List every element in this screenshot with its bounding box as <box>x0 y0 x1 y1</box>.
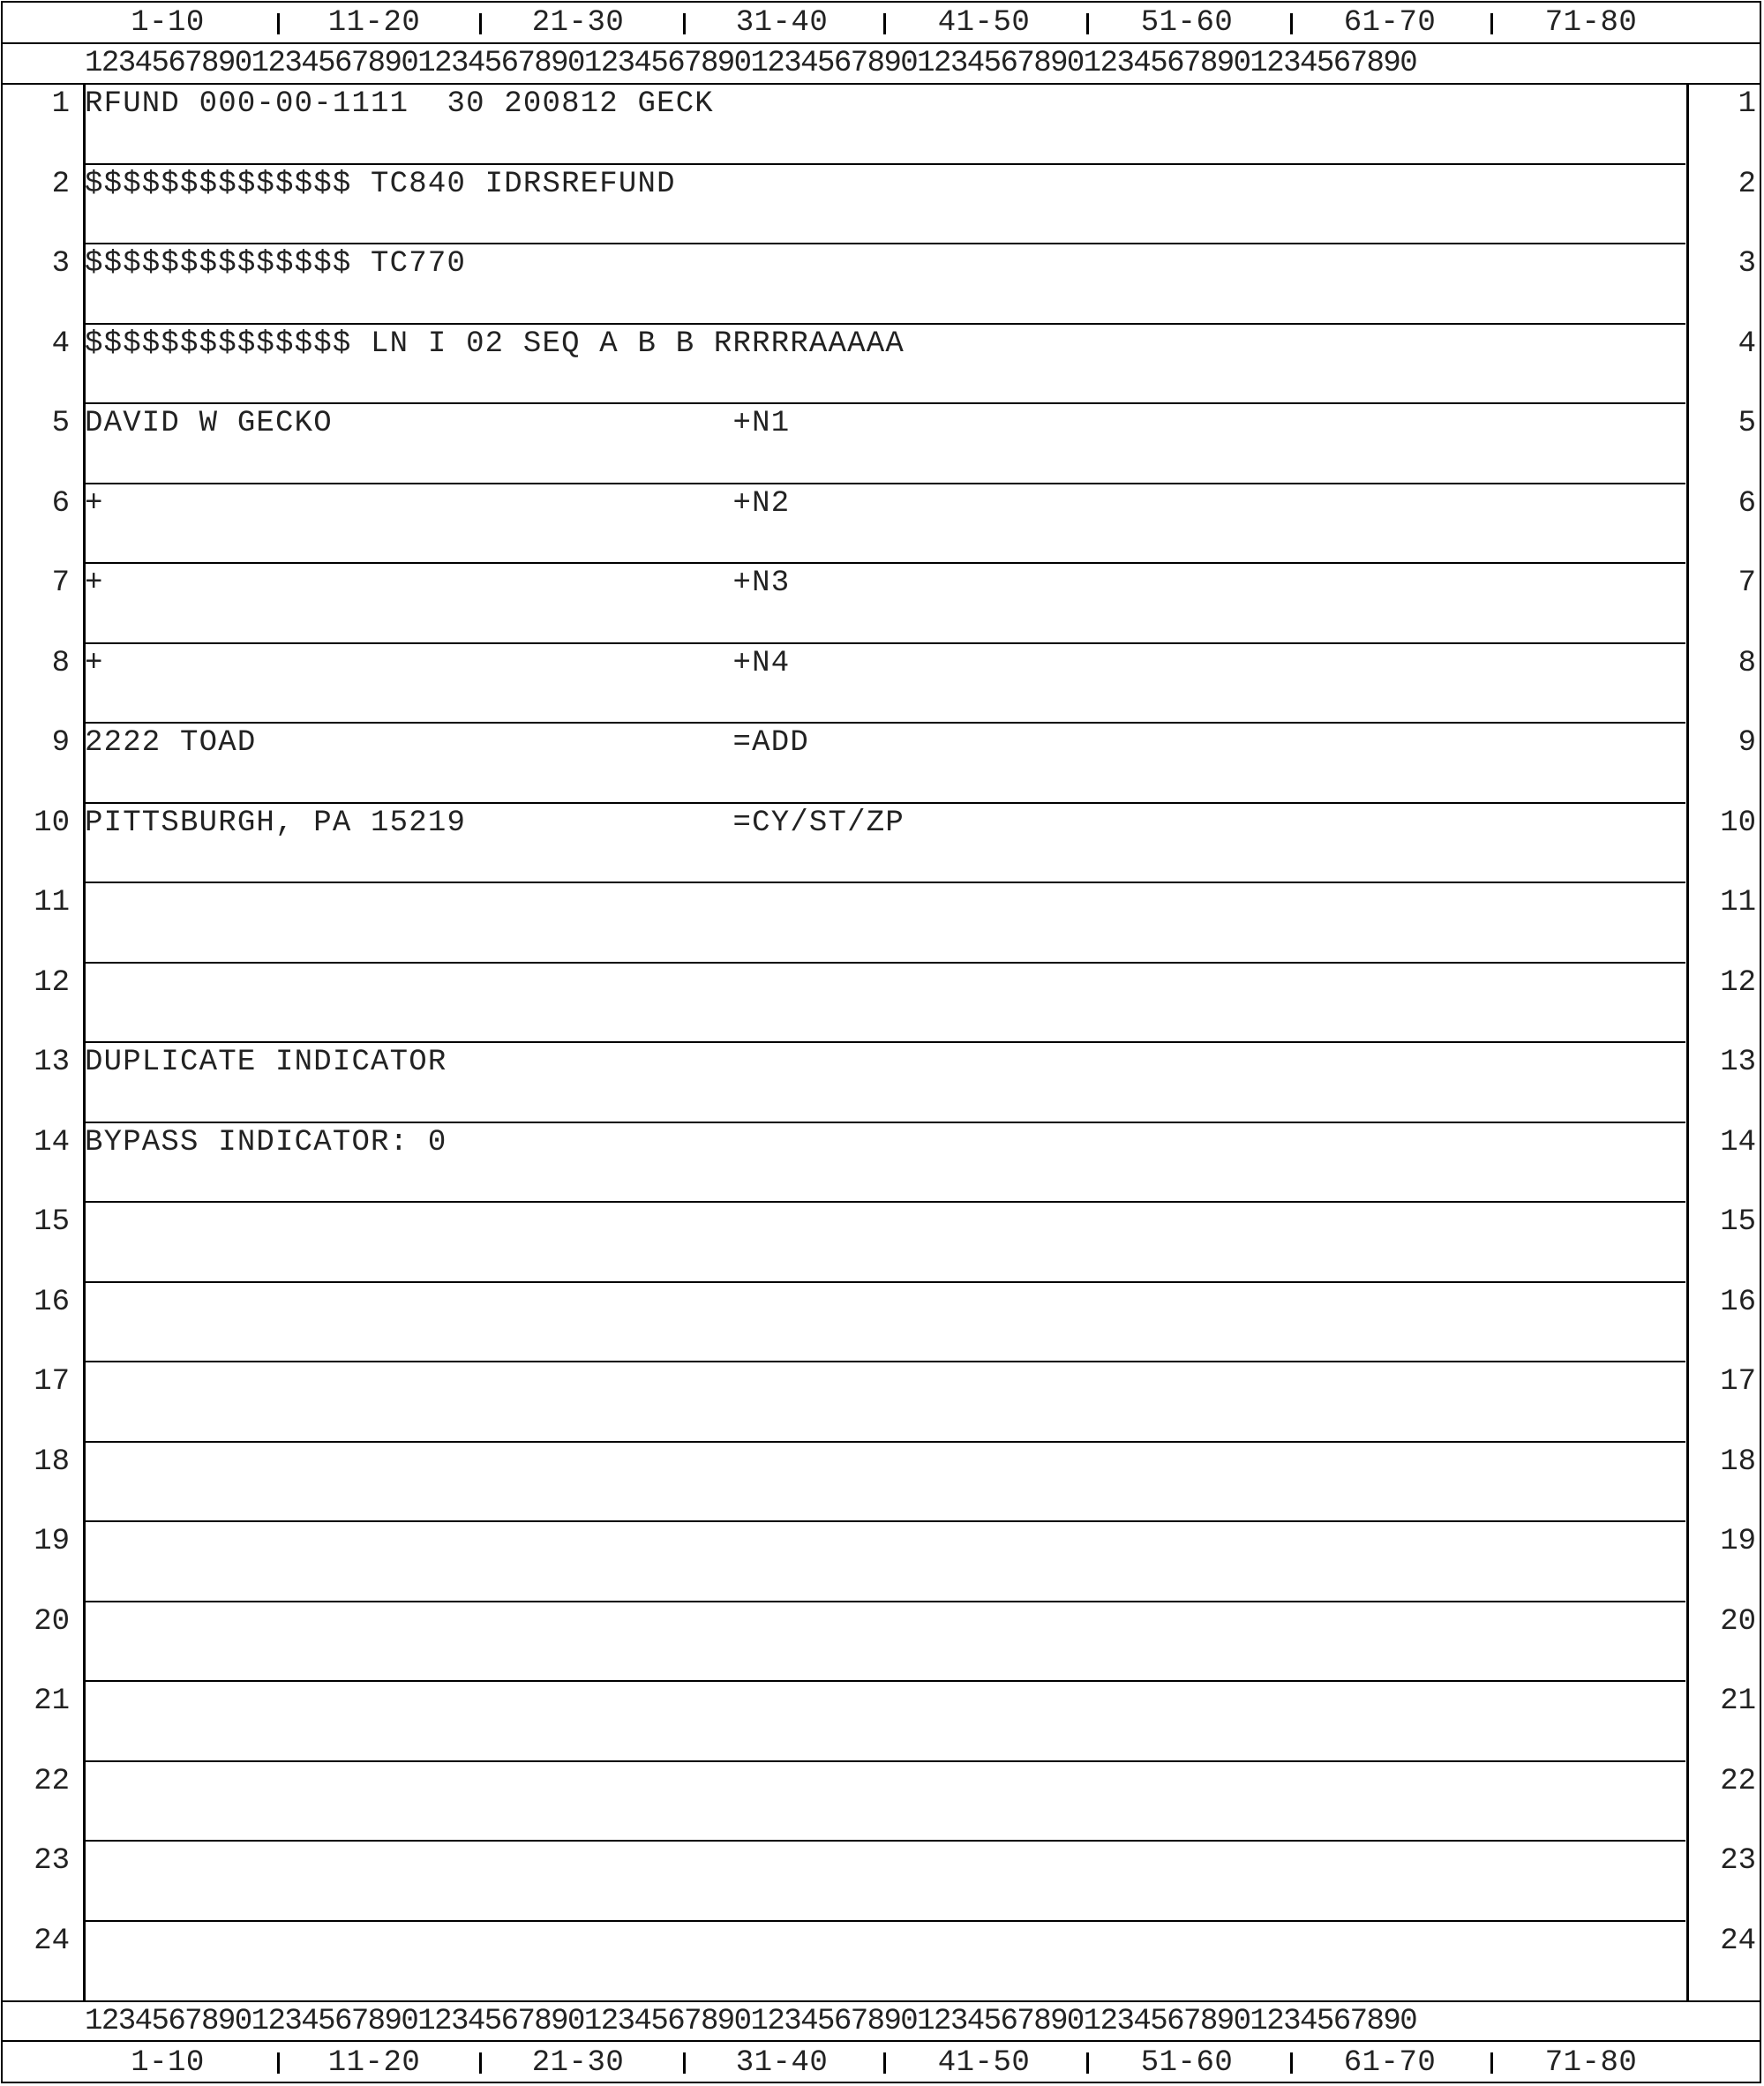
column-range-label: 41-50 <box>937 2045 1031 2080</box>
row-number-left: 18 <box>34 1444 70 1479</box>
row-text: DUPLICATE INDICATOR <box>85 1046 447 1079</box>
range-separator <box>1086 13 1089 34</box>
range-separator <box>1086 2052 1089 2074</box>
column-range-label: 61-70 <box>1343 2045 1437 2080</box>
screen-row <box>3 883 1760 964</box>
row-number-left: 20 <box>34 1604 70 1639</box>
screen-row <box>3 1203 1760 1283</box>
screen-row <box>3 1283 1760 1363</box>
range-separator <box>277 2052 280 2074</box>
row-number-left: 12 <box>34 965 70 1000</box>
row-number-right: 23 <box>1720 1844 1756 1878</box>
row-text: $$$$$$$$$$$$$$ TC840 IDRSREFUND <box>85 167 676 201</box>
row-number-left: 24 <box>34 1924 70 1958</box>
screen-row <box>3 1443 1760 1523</box>
range-separator <box>683 2052 686 2074</box>
column-digit-ruler-bottom <box>3 2000 1760 2042</box>
row-number-right: 24 <box>1720 1924 1756 1958</box>
range-separator <box>1490 13 1493 34</box>
row-text: 2222 TOAD =ADD <box>85 726 809 760</box>
row-number-left: 17 <box>34 1365 70 1399</box>
row-number-right: 10 <box>1720 806 1756 840</box>
row-number-left: 2 <box>51 167 70 201</box>
column-range-label: 11-20 <box>327 5 421 40</box>
screen-row <box>3 484 1760 565</box>
row-number-right: 21 <box>1720 1685 1756 1718</box>
column-range-label: 51-60 <box>1140 5 1234 40</box>
row-number-right: 22 <box>1720 1764 1756 1798</box>
column-range-ruler-bottom <box>3 2042 1760 2083</box>
row-text: + +N3 <box>85 567 791 600</box>
column-range-label: 71-80 <box>1544 5 1638 40</box>
row-number-right: 1 <box>1738 87 1756 121</box>
column-range-label: 31-40 <box>735 2045 829 2080</box>
row-number-left: 1 <box>51 87 70 121</box>
range-separator <box>883 13 886 34</box>
row-text: $$$$$$$$$$$$$$ LN I 02 SEQ A B B RRRRRAAAAA <box>85 326 905 361</box>
column-digits: 12345678901234567890123456789012345678901234567890123456789012345678901234567890 <box>85 47 1417 80</box>
row-text: BYPASS INDICATOR: 0 <box>85 1125 447 1159</box>
column-range-ruler-top <box>3 3 1760 44</box>
row-number-left: 7 <box>51 567 70 600</box>
range-separator <box>883 2052 886 2074</box>
screen-row <box>3 724 1760 804</box>
screen-row <box>3 644 1760 724</box>
row-text: DAVID W GECKO +N1 <box>85 407 791 440</box>
row-number-left: 11 <box>34 886 70 919</box>
column-range-label: 31-40 <box>735 5 829 40</box>
row-number-right: 12 <box>1720 965 1756 1000</box>
row-number-right: 6 <box>1738 486 1756 521</box>
screen-row <box>3 165 1760 245</box>
column-digits: 12345678901234567890123456789012345678901234567890123456789012345678901234567890 <box>85 2004 1417 2038</box>
screen-row <box>3 1762 1760 1842</box>
row-number-left: 13 <box>34 1046 70 1079</box>
row-number-right: 13 <box>1720 1046 1756 1079</box>
row-number-left: 9 <box>51 726 70 760</box>
row-text: + +N4 <box>85 646 791 680</box>
row-number-right: 16 <box>1720 1285 1756 1319</box>
row-number-left: 14 <box>34 1125 70 1159</box>
row-number-right: 11 <box>1720 886 1756 919</box>
column-digit-ruler-top <box>3 44 1760 85</box>
row-number-left: 21 <box>34 1685 70 1718</box>
screen-row <box>3 1043 1760 1123</box>
screen-row <box>3 564 1760 644</box>
row-number-right: 19 <box>1720 1525 1756 1558</box>
row-number-right: 7 <box>1738 567 1756 600</box>
screen-row <box>3 85 1760 165</box>
row-number-left: 23 <box>34 1844 70 1878</box>
row-number-right: 2 <box>1738 167 1756 201</box>
column-range-label: 1-10 <box>131 5 205 40</box>
row-number-left: 16 <box>34 1285 70 1319</box>
terminal-screen-grid <box>1 1 1761 2083</box>
row-number-left: 6 <box>51 486 70 521</box>
row-number-right: 5 <box>1738 407 1756 440</box>
row-number-left: 3 <box>51 247 70 281</box>
screen-rows <box>3 85 1760 2000</box>
screen-row <box>3 1922 1760 2002</box>
screen-row <box>3 1842 1760 1922</box>
range-separator <box>277 13 280 34</box>
row-number-left: 10 <box>34 806 70 840</box>
row-number-right: 20 <box>1720 1604 1756 1639</box>
screen-row <box>3 244 1760 325</box>
column-range-label: 21-30 <box>531 2045 625 2080</box>
row-text: + +N2 <box>85 486 791 521</box>
range-separator <box>479 13 482 34</box>
row-number-left: 8 <box>51 646 70 680</box>
row-number-left: 22 <box>34 1764 70 1798</box>
column-range-label: 51-60 <box>1140 2045 1234 2080</box>
column-range-label: 11-20 <box>327 2045 421 2080</box>
screen-row <box>3 1362 1760 1443</box>
range-separator <box>1290 13 1293 34</box>
screen-row <box>3 804 1760 884</box>
row-number-left: 15 <box>34 1205 70 1239</box>
column-range-label: 71-80 <box>1544 2045 1638 2080</box>
column-range-label: 1-10 <box>131 2045 205 2080</box>
row-number-right: 18 <box>1720 1444 1756 1479</box>
row-number-right: 17 <box>1720 1365 1756 1399</box>
column-range-label: 21-30 <box>531 5 625 40</box>
row-number-right: 14 <box>1720 1125 1756 1159</box>
row-number-right: 9 <box>1738 726 1756 760</box>
range-separator <box>1290 2052 1293 2074</box>
screen-row <box>3 964 1760 1044</box>
row-number-right: 3 <box>1738 247 1756 281</box>
row-text: RFUND 000-00-1111 30 200812 GECK <box>85 87 714 121</box>
row-text: $$$$$$$$$$$$$$ TC770 <box>85 247 467 281</box>
row-number-left: 5 <box>51 407 70 440</box>
column-range-label: 41-50 <box>937 5 1031 40</box>
row-number-right: 8 <box>1738 646 1756 680</box>
range-separator <box>683 13 686 34</box>
screen-row <box>3 404 1760 484</box>
row-number-right: 4 <box>1738 326 1756 361</box>
range-separator <box>1490 2052 1493 2074</box>
row-text: PITTSBURGH, PA 15219 =CY/ST/ZP <box>85 806 905 840</box>
screen-row <box>3 1602 1760 1683</box>
row-number-right: 15 <box>1720 1205 1756 1239</box>
range-separator <box>479 2052 482 2074</box>
screen-row <box>3 1682 1760 1762</box>
column-range-label: 61-70 <box>1343 5 1437 40</box>
row-number-left: 19 <box>34 1525 70 1558</box>
screen-row <box>3 1522 1760 1602</box>
row-number-left: 4 <box>51 326 70 361</box>
screen-row <box>3 325 1760 405</box>
screen-row <box>3 1123 1760 1204</box>
